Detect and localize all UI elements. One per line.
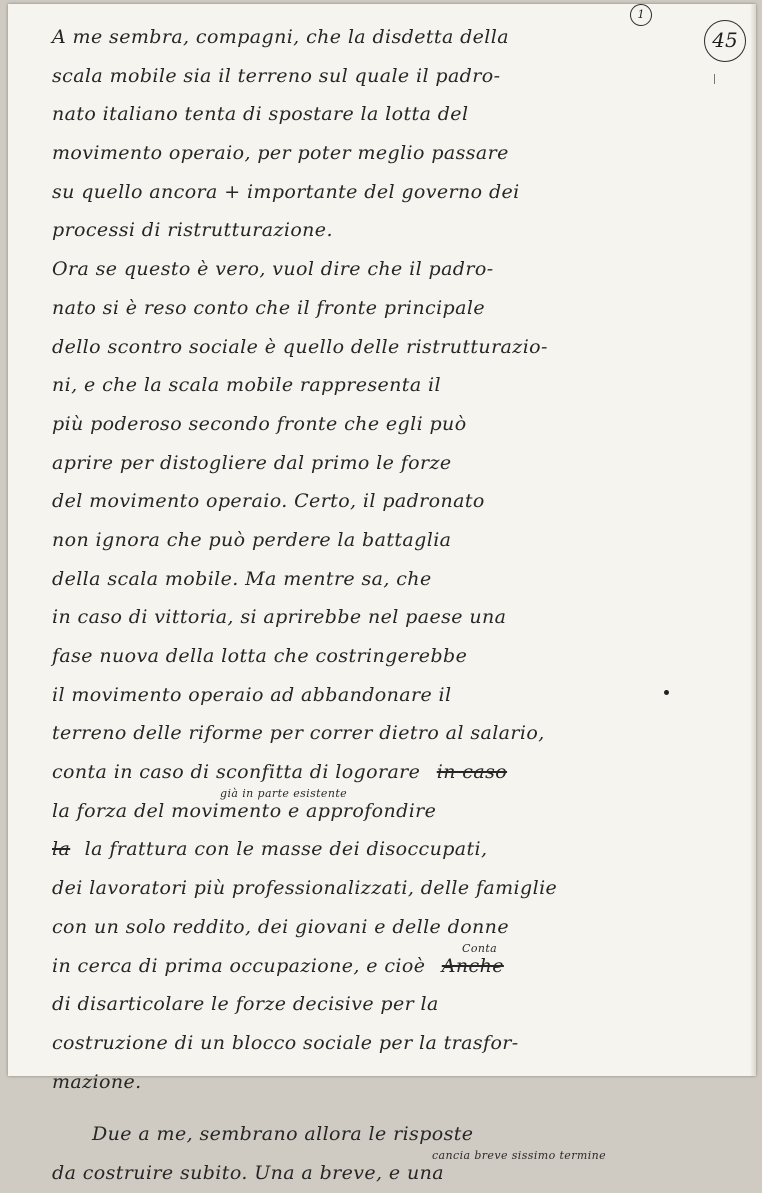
footnote-mark: 1 (630, 4, 652, 26)
text-line-with-insert (52, 1148, 662, 1193)
text-line: processi di ristrutturazione. (52, 219, 333, 242)
margin-dot (664, 690, 669, 695)
text-line: nato si è reso conto che il fronte principale (52, 296, 485, 319)
text-segment: in cerca di prima occupazione, e cioè (52, 954, 426, 977)
text-line: ni, e che la scala mobile rappresenta il (52, 374, 441, 397)
paper-edge-shadow (750, 4, 756, 1076)
text-line: di disarticolare le forze decisive per la (52, 993, 439, 1016)
text-line: della scala mobile. Ma mentre sa, che (52, 567, 432, 590)
paragraph-gap (52, 1101, 662, 1115)
text-line: in caso di vittoria, si aprirebbe nel paese una (52, 606, 507, 629)
margin-tick (714, 74, 715, 84)
text-line-with-strike (52, 753, 662, 792)
text-line: più poderoso secondo fronte che egli può (52, 412, 467, 435)
text-line: nato italiano tenta di spostare la lotta del (52, 103, 469, 126)
inserted-annotation: cancia breve sissimo termine (432, 1148, 607, 1162)
text-line: aprire per distogliere dal primo le forze (52, 451, 452, 474)
text-line: movimento operaio, per poter meglio passare (52, 142, 509, 165)
text-line: su quello ancora + importante del governo dei (52, 180, 520, 203)
text-line: con un solo reddito, dei giovani e delle donne (52, 915, 509, 938)
text-segment: la forza del movimento e approfondire (52, 799, 437, 822)
struck-word: in caso (436, 761, 508, 784)
text-segment: la frattura con le masse dei disoccupati, (84, 838, 488, 861)
text-line: non ignora che può perdere la battaglia (52, 528, 452, 551)
text-line-with-strike (52, 830, 662, 869)
text-line: dello scontro sociale è quello delle ristrutturazio- (52, 335, 548, 358)
text-line: terreno delle riforme per correr dietro al salario, (52, 722, 545, 745)
text-segment: conta in caso di sconfitta di logorare (52, 761, 421, 784)
text-line: costruzione di un blocco sociale per la trasfor- (52, 1031, 519, 1054)
text-line: dei lavoratori più professionalizzati, delle famiglie (52, 877, 558, 900)
text-line: scala mobile sia il terreno sul quale il padro- (52, 64, 501, 87)
text-line-with-insert (52, 941, 662, 986)
text-line: A me sembra, compagni, che la disdetta della (52, 26, 509, 48)
text-line: Due a me, sembrano allora le risposte (92, 1123, 474, 1146)
inserted-annotation: Conta (462, 941, 498, 955)
text-line: il movimento operaio ad abbandonare il (52, 683, 452, 706)
manuscript-page (8, 4, 756, 1184)
handwritten-text-block (52, 18, 662, 1193)
page-number-circled: 45 (704, 20, 746, 62)
text-segment: da costruire subito. Una a breve, e una (52, 1161, 445, 1184)
struck-word: Anche (441, 954, 504, 977)
text-line: Ora se questo è vero, vuol dire che il padro- (52, 258, 494, 281)
text-line: mazione. (52, 1070, 142, 1093)
text-line: del movimento operaio. Certo, il padronato (52, 490, 485, 513)
text-line: fase nuova della lotta che costringerebbe (52, 645, 468, 667)
text-line-with-insert (52, 786, 662, 831)
inserted-annotation: già in parte esistente (220, 786, 348, 800)
struck-word: la (52, 838, 71, 861)
